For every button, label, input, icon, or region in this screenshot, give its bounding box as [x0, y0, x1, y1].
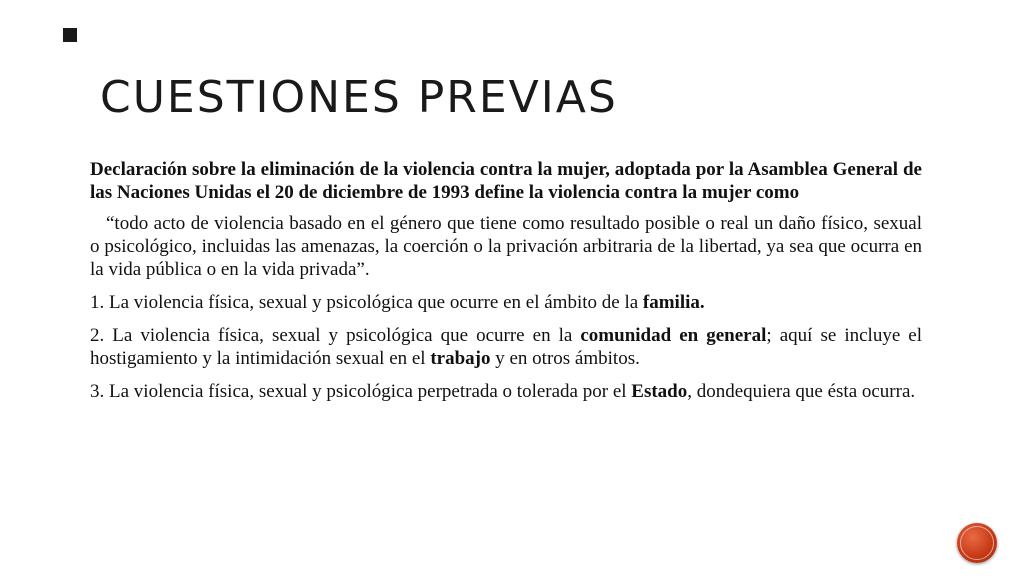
intro-paragraph: Declaración sobre la eliminación de la violencia contra la mujer, adoptada por la Asamblea General de las Naciones Unidas el 20 de diciembre de 1993 define la violencia contra la mujer como: [90, 159, 922, 203]
slide-title: CUESTIONES PREVIAS: [100, 72, 618, 123]
list-item-2-text-mid: ; aquí se incluye el hostigamiento y la intimidación sexual en el: [90, 325, 922, 369]
list-item-2-text: 2. La violencia física, sexual y psicológica que ocurre en la: [90, 325, 581, 346]
list-item-1-text: 1. La violencia física, sexual y psicológica que ocurre en el ámbito de la: [90, 292, 643, 313]
list-item-3: [90, 380, 922, 403]
title-marker-square: [63, 28, 77, 42]
list-item-3-text: 3. La violencia física, sexual y psicológica perpetrada o tolerada por el: [90, 381, 632, 402]
list-item-1: [90, 291, 922, 314]
slide-body: [90, 158, 922, 403]
list-item-2-text-end: y en otros ámbitos.: [490, 348, 640, 369]
next-slide-button[interactable]: [957, 523, 997, 563]
definition-quote: “todo acto de violencia basado en el género que tiene como resultado posible o real un daño físico, sexual o psicológico, incluidas las amenazas, la coerción o la privación arbitraria de la libertad, ya sea que ocurra en la vida pública o en la vida privada”.: [90, 213, 922, 280]
list-item-3-text-end: , dondequiera que ésta ocurra.: [687, 381, 916, 402]
list-item-2-bold-2: trabajo: [430, 348, 491, 369]
list-item-2-bold-1: comunidad en general: [580, 325, 767, 346]
list-item-1-bold: familia.: [642, 292, 705, 313]
list-item-2: [90, 324, 922, 370]
list-item-3-bold: Estado: [631, 381, 688, 402]
